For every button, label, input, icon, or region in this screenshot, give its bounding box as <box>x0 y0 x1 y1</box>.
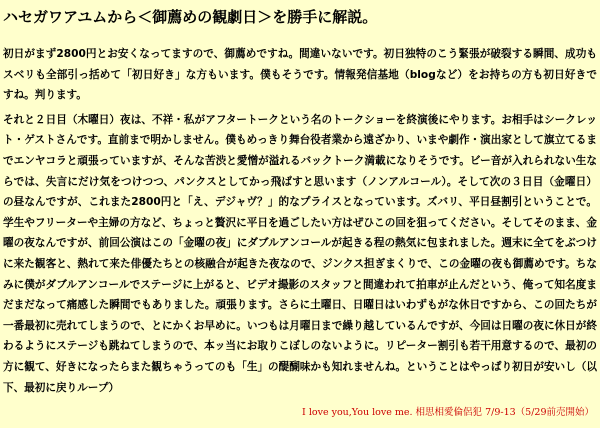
page-title: ハセガワアユムから＜御薦めの観劇日＞を勝手に解説。 <box>3 8 378 26</box>
article-body <box>3 44 597 402</box>
paragraph-schedule-details: それと２日目（木曜日）夜は、不祥・私がアフタートークという名のトークショーを終演後にやります。お相手はシークレット・ゲストさんです。直前まで明かしません。僕もめっきり舞台役者業から遠ざかり、いまや劇作・演出家として旗立てるまでエンヤコラと頑張っていますが、そんな苦渋と愛憎が溢れるバックトーク満載になりそうです。ビー音が入れられない生ならでは、失言にだけ気をつけつつ、パンクスとしてかっ飛ばすと思います（ノンアルコール）。そして次の３日目（金曜日）の昼なんですが、これまた2800円と「え、デジャヴ？」的なプライスとなっています。ズバリ、平日昼割引ということで。学生やフリーターや主婦の方など、ちょっと贅沢に平日を過ごしたい方はぜひこの回を狙ってください。そしてそのまま、金曜の夜なんですが、前回公演はこの「金曜の夜」にダブルアンコールが起きる程の熱気に包まれました。週末に全てをぶつけに来た観客と、熱れて来た俳優たちとの核融合が起きた夜なので、ジンクス担ぎまくりで、この金曜の夜も御薦めです。ちなみに僕がダブルアンコールでステージに上がると、ビデオ撮影のスタッフと間違われて拍車が止んだという、俺って知名度まだまだなって痛感した瞬間でもありました。頑張ります。さらに土曜日、日曜日はいわずもがな休日ですから、この回たちが一番最初に売れてしまうので、とにかくお早めに。いつもは月曜日まで繰り越しているんですが、今回は日曜の夜に休日が終わるようにステージも跳ねてしまうので、本ッ当にお取りこぼしのないように。リピーター割引も若干用意するので、最初の方に観て、好きになったらまた観ちゃうってのも「生」の醍醐味かも知れませんね。ということはやっぱり初日が安いし（以下、最初に戻りループ） <box>3 113 597 394</box>
performance-info: I love you,You love me. 相思相愛倫侶犯 7/9-13（5/29前売開始） <box>302 407 594 418</box>
paragraph-opening-night: 初日がまず2800円とお安くなってますので、御薦めですね。間違いないです。初日独特のこう緊張が破裂する瞬間、成功もスベリも全部引っ括めて「初日好き」な方もいます。僕もそうです。情報発信基地（blogなど）をお持ちの方も初日好きですね。判ります。 <box>3 48 597 102</box>
